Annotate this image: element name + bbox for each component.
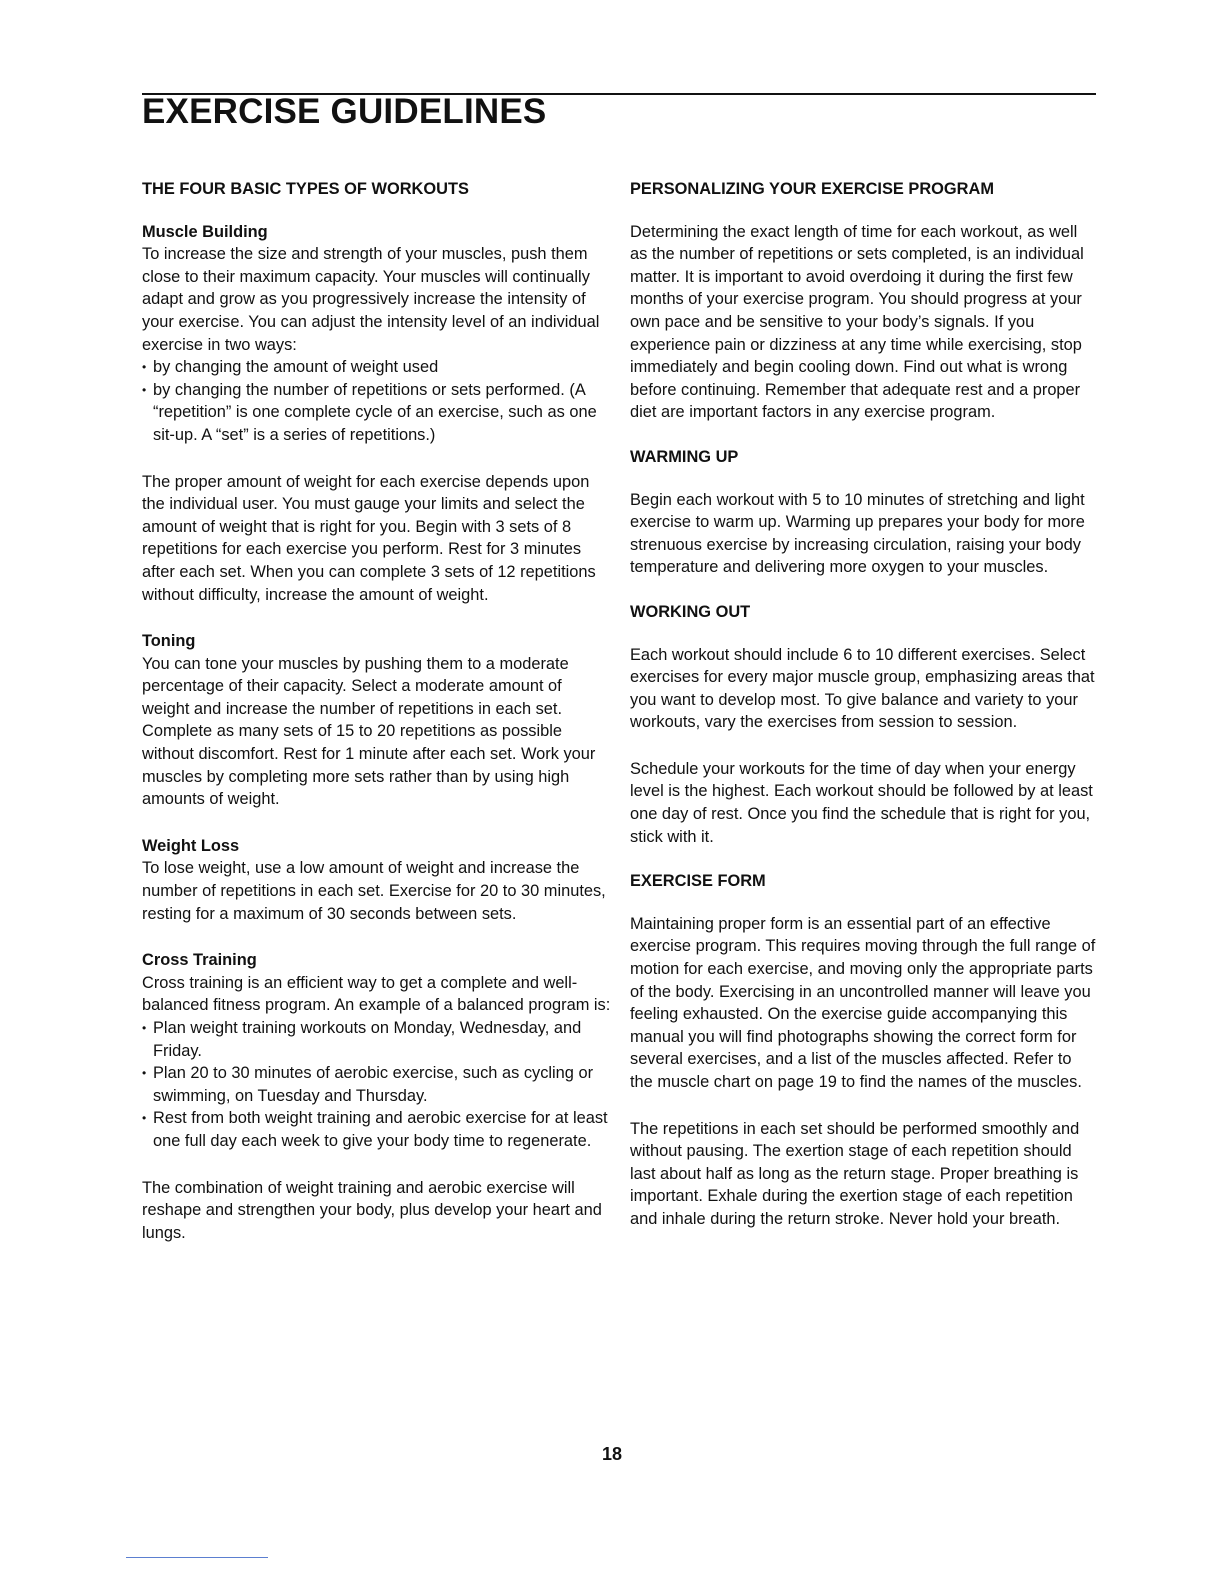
toning-section [142, 630, 612, 811]
muscle-building-bullets [142, 356, 612, 446]
cross-training-intro: Cross training is an efficient way to get a complete and well-balanced fitness program. An example of a balanced program is: [142, 973, 611, 1015]
working-out-text-2: Schedule your workouts for the time of day when your energy level is the highest. Each workout should be followed by at least one day of rest. Once you find the schedule that is right for you, stick with it. [630, 759, 1093, 846]
right-column [630, 178, 1098, 1231]
cross-training-title: Cross Training [142, 951, 257, 970]
list-item: • Plan 20 to 30 minutes of aerobic exercise, such as cycling or swimming, on Tuesday and Thursday. [142, 1062, 612, 1107]
personalizing-heading: PERSONALIZING YOUR EXERCISE PROGRAM [630, 180, 994, 198]
page-number: 18 [601, 1444, 623, 1464]
muscle-building-paragraph: The proper amount of weight for each exercise depends upon the individual user. You must gauge your limits and select the amount of weight that is right for you. Begin with 3 sets of 8 repetitions for each exercise you perform. Rest for 3 minutes after each set. When you can complete 3 sets of 12 repetitions without difficulty, increase the amount of weight. [142, 472, 596, 604]
warming-up-text: Begin each workout with 5 to 10 minutes of stretching and light exercise to warm up. Warming up prepares your body for more strenuous exercise by increasing circulation, raising your body temperature and delivering more oxygen to your muscles. [630, 490, 1085, 577]
weight-loss-text: To lose weight, use a low amount of weight and increase the number of repetitions in each set. Exercise for 20 to 30 minutes, resting for a maximum of 30 seconds between sets. [142, 859, 606, 923]
list-item: • Rest from both weight training and aerobic exercise for at least one full day each week to give your body time to regenerate. [142, 1107, 612, 1152]
warming-up-section [630, 446, 1098, 579]
scan-mark-divider [126, 1557, 268, 1558]
working-out-section [630, 601, 1098, 848]
list-item: • by changing the amount of weight used [142, 356, 612, 379]
left-column [142, 178, 612, 1244]
cross-training-section [142, 949, 612, 1244]
list-item: • by changing the number of repetitions or sets performed. (A “repetition” is one complete cycle of an exercise, such as one sit-up. A “set” is a series of repetitions.) [142, 379, 612, 447]
exercise-form-heading: EXERCISE FORM [630, 872, 766, 891]
weight-loss-section [142, 835, 612, 925]
exercise-form-text-1: Maintaining proper form is an essential part of an effective exercise program. This requires moving through the full range of motion for each exercise, and moving only the appropriate parts of the body. Exercising in an uncontrolled manner will leave you feeling exhausted. On the exercise guide accompanying this manual you will find photographs showing the correct form for several exercises, and a list of the muscles affected. Refer to the muscle chart on page 19 to find the names of the muscles. [630, 914, 1096, 1091]
personalizing-section [630, 178, 1098, 424]
exercise-form-section [630, 870, 1098, 1230]
list-item: • Plan weight training workouts on Monday, Wednesday, and Friday. [142, 1017, 612, 1062]
toning-text: You can tone your muscles by pushing them to a moderate percentage of their capacity. Select a moderate amount of weight and increase the number of repetitions in each set. Complete as many sets of 15 to 20 repetitions as possible without discomfort. Rest for 1 minute after each set. Work your muscles by completing more sets rather than by using high amounts of weight. [142, 654, 596, 809]
warming-up-heading: WARMING UP [630, 447, 739, 466]
working-out-heading: WORKING OUT [630, 602, 751, 621]
working-out-text-1: Each workout should include 6 to 10 different exercises. Select exercises for every major muscle group, emphasizing areas that you want to develop most. To give balance and variety to your workouts, vary the exercises from session to session. [630, 645, 1095, 732]
toning-title: Toning [142, 632, 196, 651]
cross-training-paragraph: The combination of weight training and aerobic exercise will reshape and strengthen your body, plus develop your heart and lungs. [142, 1178, 602, 1242]
workout-types-heading: THE FOUR BASIC TYPES OF WORKOUTS [142, 180, 469, 198]
muscle-building-intro: To increase the size and strength of your muscles, push them close to their maximum capacity. Your muscles will continually adapt and grow as you progressively increase the intensity of your exercise. You can adjust the intensity level of an individual exercise in two ways: [142, 245, 600, 354]
exercise-form-text-2: The repetitions in each set should be performed smoothly and without pausing. The exertion stage of each repetition should last about half as long as the return stage. Proper breathing is important. Exhale during the exertion stage of each repetition and inhale during the return stroke. Never hold your breath. [630, 1119, 1080, 1228]
cross-training-bullets [142, 1017, 612, 1153]
page-title: EXERCISE GUIDELINES [142, 92, 547, 131]
personalizing-text: Determining the exact length of time for each workout, as well as the number of repetitions or sets completed, is an individual matter. It is important to avoid overdoing it during the first few months of your exercise program. You should progress at your own pace and be sensitive to your body’s signals. If you experience pain or dizziness at any time while exercising, stop immediately and begin cooling down. Find out what is wrong before continuing. Remember that adequate rest and a proper diet are important factors in any exercise program. [630, 222, 1084, 422]
weight-loss-title: Weight Loss [142, 836, 240, 855]
muscle-building-title: Muscle Building [142, 222, 268, 241]
muscle-building-section [142, 221, 612, 607]
